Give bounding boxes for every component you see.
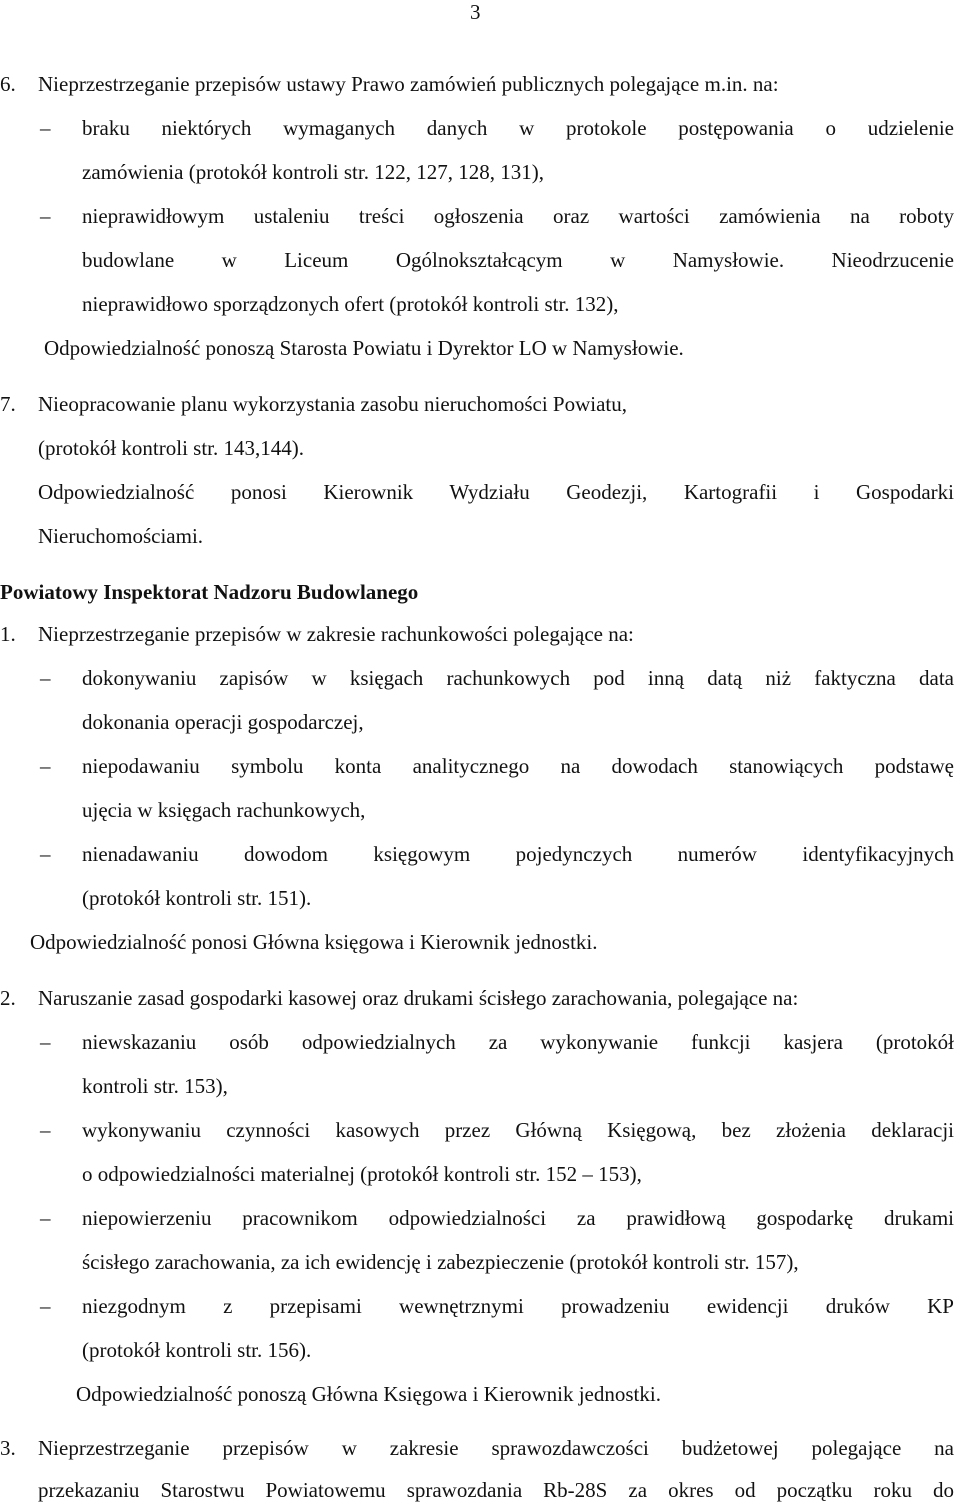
section-number: 7.: [0, 392, 16, 416]
section-number: 6.: [0, 72, 16, 96]
paragraph-line: nieprawidłowym ustaleniu treści ogłoszenia oraz wartości zamówienia na roboty: [82, 204, 954, 228]
paragraph-line: nienadawaniu dowodom księgowym pojedynczych numerów identyfikacyjnych: [82, 842, 954, 866]
section-number: 1.: [0, 622, 16, 646]
section-heading: Nieprzestrzeganie przepisów w zakresie rachunkowości polegające na:: [38, 622, 634, 646]
paragraph-line: ujęcia w księgach rachunkowych,: [82, 798, 366, 822]
page-number: 3: [470, 0, 481, 24]
dash-bullet: –: [40, 666, 51, 690]
dash-bullet: –: [40, 754, 51, 778]
dash-bullet: –: [40, 1206, 51, 1230]
paragraph-line: Nieopracowanie planu wykorzystania zasobu nieruchomości Powiatu,: [38, 392, 627, 416]
paragraph-line: kontroli str. 153),: [82, 1074, 228, 1098]
paragraph-line: ścisłego zarachowania, za ich ewidencję i zabezpieczenie (protokół kontroli str. 157),: [82, 1250, 799, 1274]
paragraph-line: (protokół kontroli str. 151).: [82, 886, 312, 910]
paragraph-line: budowlane w Liceum Ogólnokształcącym w Namysłowie. Nieodrzucenie: [82, 248, 954, 272]
paragraph-line: o odpowiedzialności materialnej (protokół kontroli str. 152 – 153),: [82, 1162, 642, 1186]
dash-bullet: –: [40, 842, 51, 866]
paragraph-line: zamówienia (protokół kontroli str. 122, 127, 128, 131),: [82, 160, 544, 184]
paragraph-line: przekazaniu Starostwu Powiatowemu sprawozdania Rb-28S za okres od początku roku do: [38, 1478, 954, 1502]
section-number: 3.: [0, 1436, 16, 1460]
paragraph-line: (protokół kontroli str. 156).: [82, 1338, 312, 1362]
dash-bullet: –: [40, 204, 51, 228]
paragraph-line: (protokół kontroli str. 143,144).: [38, 436, 304, 460]
section-heading: Nieprzestrzeganie przepisów ustawy Prawo zamówień publicznych polegające m.in. na:: [38, 72, 779, 96]
section-title: Powiatowy Inspektorat Nadzoru Budowlanego: [0, 580, 419, 604]
dash-bullet: –: [40, 1118, 51, 1142]
dash-bullet: –: [40, 1030, 51, 1054]
paragraph-line: niepodawaniu symbolu konta analitycznego na dowodach stanowiących podstawę: [82, 754, 954, 778]
dash-bullet: –: [40, 1294, 51, 1318]
responsibility-line: Odpowiedzialność ponosi Główna księgowa i Kierownik jednostki.: [30, 930, 598, 954]
paragraph-line: niezgodnym z przepisami wewnętrznymi prowadzeniu ewidencji druków KP: [82, 1294, 954, 1318]
dash-bullet: –: [40, 116, 51, 140]
paragraph-line: dokonania operacji gospodarczej,: [82, 710, 364, 734]
paragraph-line: wykonywaniu czynności kasowych przez Główną Księgową, bez złożenia deklaracji: [82, 1118, 954, 1142]
section-heading: Naruszanie zasad gospodarki kasowej oraz drukami ścisłego zarachowania, polegające na:: [38, 986, 799, 1010]
responsibility-line: Odpowiedzialność ponoszą Główna Księgowa i Kierownik jednostki.: [76, 1382, 661, 1406]
responsibility-line: Odpowiedzialność ponoszą Starosta Powiatu i Dyrektor LO w Namysłowie.: [44, 336, 684, 360]
paragraph-line: dokonywaniu zapisów w księgach rachunkowych pod inną datą niż faktyczna data: [82, 666, 954, 690]
responsibility-line: Odpowiedzialność ponosi Kierownik Wydziału Geodezji, Kartografii i Gospodarki: [38, 480, 954, 504]
paragraph-line: niewskazaniu osób odpowiedzialnych za wykonywanie funkcji kasjera (protokół: [82, 1030, 954, 1054]
responsibility-line: Nieruchomościami.: [38, 524, 204, 548]
paragraph-line: braku niektórych wymaganych danych w protokole postępowania o udzielenie: [82, 116, 954, 140]
paragraph-line: nieprawidłowo sporządzonych ofert (protokół kontroli str. 132),: [82, 292, 619, 316]
paragraph-line: Nieprzestrzeganie przepisów w zakresie sprawozdawczości budżetowej polegające na: [38, 1436, 954, 1460]
section-number: 2.: [0, 986, 16, 1010]
paragraph-line: niepowierzeniu pracownikom odpowiedzialności za prawidłową gospodarkę drukami: [82, 1206, 954, 1230]
